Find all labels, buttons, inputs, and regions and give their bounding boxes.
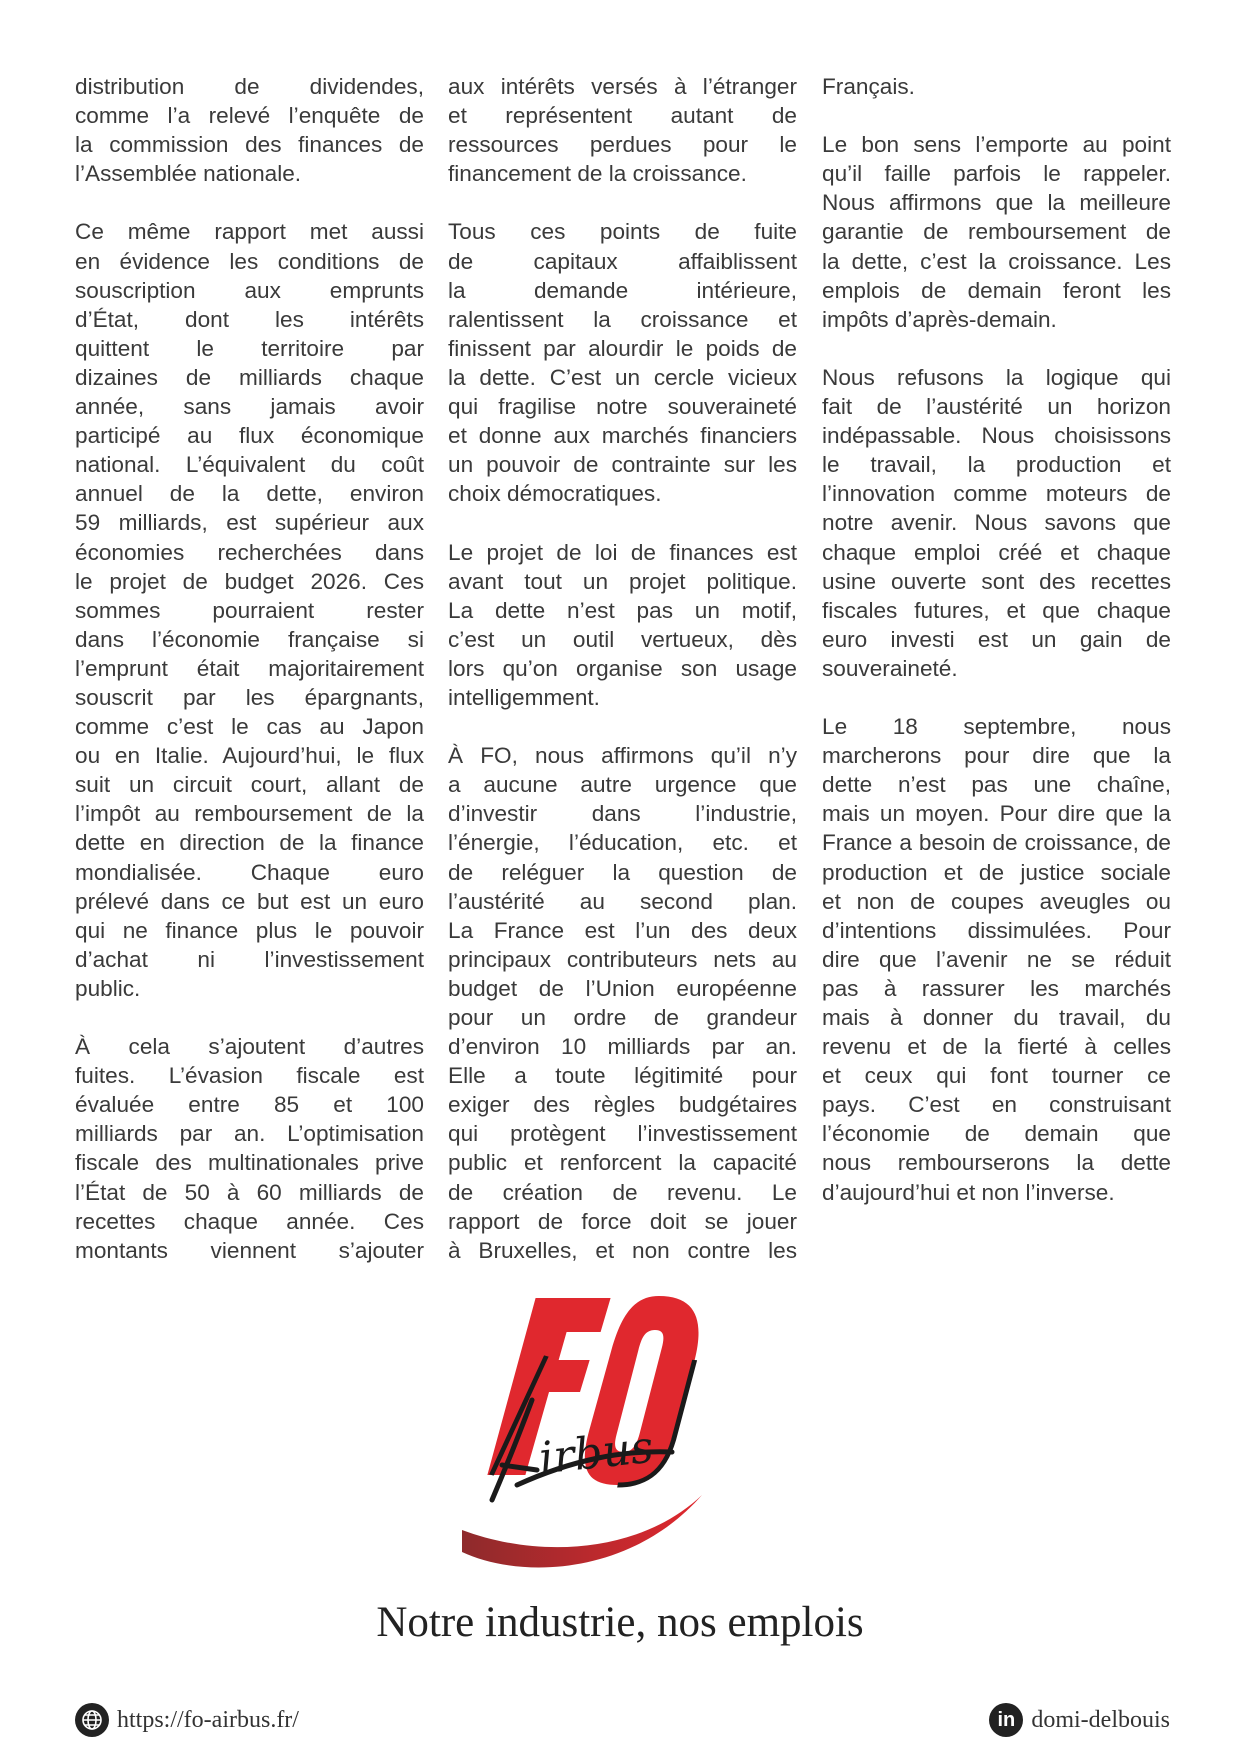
text-line: À FO, nous affirmons qu’il n’y xyxy=(448,743,797,769)
paragraph xyxy=(448,217,797,508)
text-line: l’innovation comme moteurs de xyxy=(822,481,1171,507)
text-line: quittent le territoire par xyxy=(75,335,424,361)
text-line: et donne aux marchés financiers xyxy=(448,423,797,449)
text-line: euro investi est un gain de xyxy=(822,626,1171,652)
text-line: recettes chaque année. Ces xyxy=(75,1208,424,1234)
text-line: le travail, la production et xyxy=(822,452,1171,478)
text-line: la dette, c’est la croissance. Les xyxy=(822,248,1171,274)
text-column-3 xyxy=(822,72,1171,1236)
text-line: financement de la croissance. xyxy=(448,161,747,187)
text-line: Nous refusons la logique qui xyxy=(822,364,1171,390)
slogan: Notre industrie, nos emplois xyxy=(376,1599,864,1646)
globe-icon xyxy=(75,1703,109,1737)
text-line: dette en direction de la finance xyxy=(75,830,424,856)
text-line: dizaines de milliards chaque xyxy=(75,364,424,390)
text-line: évaluée entre 85 et 100 xyxy=(75,1092,424,1118)
text-line: d’intentions dissimulées. Pour xyxy=(822,917,1171,943)
text-line: ressources perdues pour le xyxy=(448,132,797,158)
text-line: d’investir dans l’industrie, xyxy=(448,801,797,827)
text-line: le projet de budget 2026. Ces xyxy=(75,568,424,594)
text-line: ralentissent la croissance et xyxy=(448,306,797,332)
text-line: dans l’économie française si xyxy=(75,626,424,652)
paragraph xyxy=(822,712,1171,1207)
text-line: mais à donner du travail, du xyxy=(822,1005,1171,1030)
text-line: 59 milliards, est supérieur aux xyxy=(75,510,424,536)
text-line: emplois de demain feront les xyxy=(822,277,1171,303)
text-line: public. xyxy=(75,975,141,1001)
fo-airbus-logo xyxy=(462,1290,782,1600)
text-line: Elle a toute légitimité pour xyxy=(448,1063,797,1089)
text-line: nous rembourserons la dette xyxy=(822,1150,1171,1176)
text-line: l’économie de demain que xyxy=(822,1121,1171,1147)
text-line: lors qu’on organise son usage xyxy=(448,655,797,681)
text-line: Tous ces points de fuite xyxy=(448,219,797,245)
text-line: et représentent autant de xyxy=(448,103,797,129)
text-line: dire que l’avenir ne se réduit xyxy=(822,946,1171,972)
website-link[interactable] xyxy=(75,1703,299,1737)
text-line: garantie de remboursement de xyxy=(822,219,1171,245)
text-line: la demande intérieure, xyxy=(448,277,797,303)
text-line: a aucune autre urgence que xyxy=(448,772,797,798)
paragraph xyxy=(75,1032,424,1265)
text-line: d’État, dont les intérêts xyxy=(75,306,424,332)
paragraph xyxy=(75,72,424,188)
paragraph xyxy=(822,363,1171,683)
text-line: comme l’a relevé l’enquête de xyxy=(75,103,424,129)
text-line: revenu et de la fierté à celles xyxy=(822,1034,1171,1060)
text-line: d’achat ni l’investissement xyxy=(75,946,424,972)
text-line: l’austérité au second plan. xyxy=(448,888,797,914)
text-line: et non de coupes aveugles ou xyxy=(822,888,1171,914)
text-line: qui ne finance plus le pouvoir xyxy=(75,917,424,943)
text-line: Français. xyxy=(822,74,915,99)
text-line: pas à rassurer les marchés xyxy=(822,975,1171,1001)
text-line: année, sans jamais avoir xyxy=(75,394,424,420)
text-line: un pouvoir de contrainte sur les xyxy=(448,452,797,478)
text-line: ou en Italie. Aujourd’hui, le flux xyxy=(75,743,424,769)
text-line: exiger des règles budgétaires xyxy=(448,1092,797,1118)
text-line: économies recherchées dans xyxy=(75,539,424,565)
svg-text:irbus: irbus xyxy=(536,1421,656,1485)
text-line: fait de l’austérité un horizon xyxy=(822,394,1171,420)
text-line: la dette. C’est un cercle vicieux xyxy=(448,364,797,390)
text-line: principaux contributeurs nets au xyxy=(448,946,797,972)
text-line: souscrit par les épargnants, xyxy=(75,684,424,710)
text-line: l’énergie, l’éducation, etc. et xyxy=(448,830,797,856)
text-line: usine ouverte sont des recettes xyxy=(822,568,1171,594)
text-line: distribution de dividendes, xyxy=(75,74,424,99)
text-line: fuites. L’évasion fiscale est xyxy=(75,1063,424,1089)
text-line: rapport de force doit se jouer xyxy=(448,1208,797,1234)
text-line: et ceux qui font tourner ce xyxy=(822,1063,1171,1089)
text-line: en évidence les conditions de xyxy=(75,248,424,274)
text-line: Ce même rapport met aussi xyxy=(75,219,424,245)
text-line: marcherons pour dire que la xyxy=(822,743,1171,769)
text-line: Le 18 septembre, nous xyxy=(822,714,1171,740)
website-url[interactable]: https://fo-airbus.fr/ xyxy=(117,1706,299,1733)
linkedin-link[interactable] xyxy=(989,1703,1170,1737)
text-line: impôts d’après-demain. xyxy=(822,306,1057,332)
text-line: participé au flux économique xyxy=(75,423,424,449)
text-line: à Bruxelles, et non contre les xyxy=(448,1237,797,1263)
text-line: pour un ordre de grandeur xyxy=(448,1005,797,1030)
text-line: suit un circuit court, allant de xyxy=(75,772,424,798)
text-line: Nous affirmons que la meilleure xyxy=(822,190,1171,216)
text-line: c’est un outil vertueux, dès xyxy=(448,626,797,652)
paragraph xyxy=(448,538,797,713)
text-line: La dette n’est pas un motif, xyxy=(448,597,797,623)
text-line: qui protègent l’investissement xyxy=(448,1121,797,1147)
text-line: chaque emploi créé et chaque xyxy=(822,539,1171,565)
text-line: la commission des finances de xyxy=(75,132,424,158)
paragraph xyxy=(822,130,1171,334)
text-line: budget de l’Union européenne xyxy=(448,975,797,1001)
text-line: mais un moyen. Pour dire que la xyxy=(822,801,1171,827)
text-line: qui fragilise notre souveraineté xyxy=(448,394,797,420)
text-line: production et de justice sociale xyxy=(822,859,1171,885)
text-line: de création de revenu. Le xyxy=(448,1179,797,1205)
text-line: finissent par alourdir le poids de xyxy=(448,335,797,361)
text-line: Le projet de loi de finances est xyxy=(448,539,797,565)
text-line: national. L’équivalent du coût xyxy=(75,452,424,478)
text-line: annuel de la dette, environ xyxy=(75,481,424,507)
text-line: notre avenir. Nous savons que xyxy=(822,510,1171,536)
text-line: fiscale des multinationales prive xyxy=(75,1150,424,1176)
text-line: choix démocratiques. xyxy=(448,481,662,507)
text-line: l’Assemblée nationale. xyxy=(75,161,302,187)
text-line: l’État de 50 à 60 milliards de xyxy=(75,1179,424,1205)
text-line: France a besoin de croissance, de xyxy=(822,830,1171,856)
text-line: prélevé dans ce but est un euro xyxy=(75,888,424,914)
text-line: La France est l’un des deux xyxy=(448,917,797,943)
text-line: de reléguer la question de xyxy=(448,859,797,885)
text-line: comme c’est le cas au Japon xyxy=(75,714,424,740)
text-line: Le bon sens l’emporte au point xyxy=(822,132,1171,158)
linkedin-icon: in xyxy=(989,1703,1023,1737)
text-line: mondialisée. Chaque euro xyxy=(75,859,424,885)
text-column-1 xyxy=(75,72,424,1294)
text-line: pays. C’est en construisant xyxy=(822,1092,1171,1118)
text-line: d’aujourd’hui et non l’inverse. xyxy=(822,1179,1115,1205)
text-line: sommes pourraient rester xyxy=(75,597,424,623)
text-column-2 xyxy=(448,72,797,1294)
text-line: indépassable. Nous choisissons xyxy=(822,423,1171,449)
paragraph xyxy=(448,741,797,1265)
text-line: avant tout un projet politique. xyxy=(448,568,797,594)
text-line: intelligemment. xyxy=(448,684,600,710)
text-line: l’emprunt était majoritairement xyxy=(75,655,424,681)
text-line: fiscales futures, et que chaque xyxy=(822,597,1171,623)
text-line: montants viennent s’ajouter xyxy=(75,1237,424,1263)
text-line: souscription aux emprunts xyxy=(75,277,424,303)
text-line: de capitaux affaiblissent xyxy=(448,248,797,274)
paragraph xyxy=(822,72,1171,101)
text-line: l’impôt au remboursement de la xyxy=(75,801,424,827)
text-line: milliards par an. L’optimisation xyxy=(75,1121,424,1147)
text-line: qu’il faille parfois le rappeler. xyxy=(822,161,1171,187)
text-line: dette n’est pas une chaîne, xyxy=(822,772,1171,798)
text-line: souveraineté. xyxy=(822,655,958,681)
text-line: d’environ 10 milliards par an. xyxy=(448,1034,797,1060)
text-line: À cela s’ajoutent d’autres xyxy=(75,1034,424,1060)
linkedin-handle[interactable]: domi-delbouis xyxy=(1031,1706,1170,1733)
paragraph xyxy=(448,72,797,188)
text-line: public et renforcent la capacité xyxy=(448,1150,797,1176)
text-line: aux intérêts versés à l’étranger xyxy=(448,74,797,99)
paragraph xyxy=(75,217,424,1003)
